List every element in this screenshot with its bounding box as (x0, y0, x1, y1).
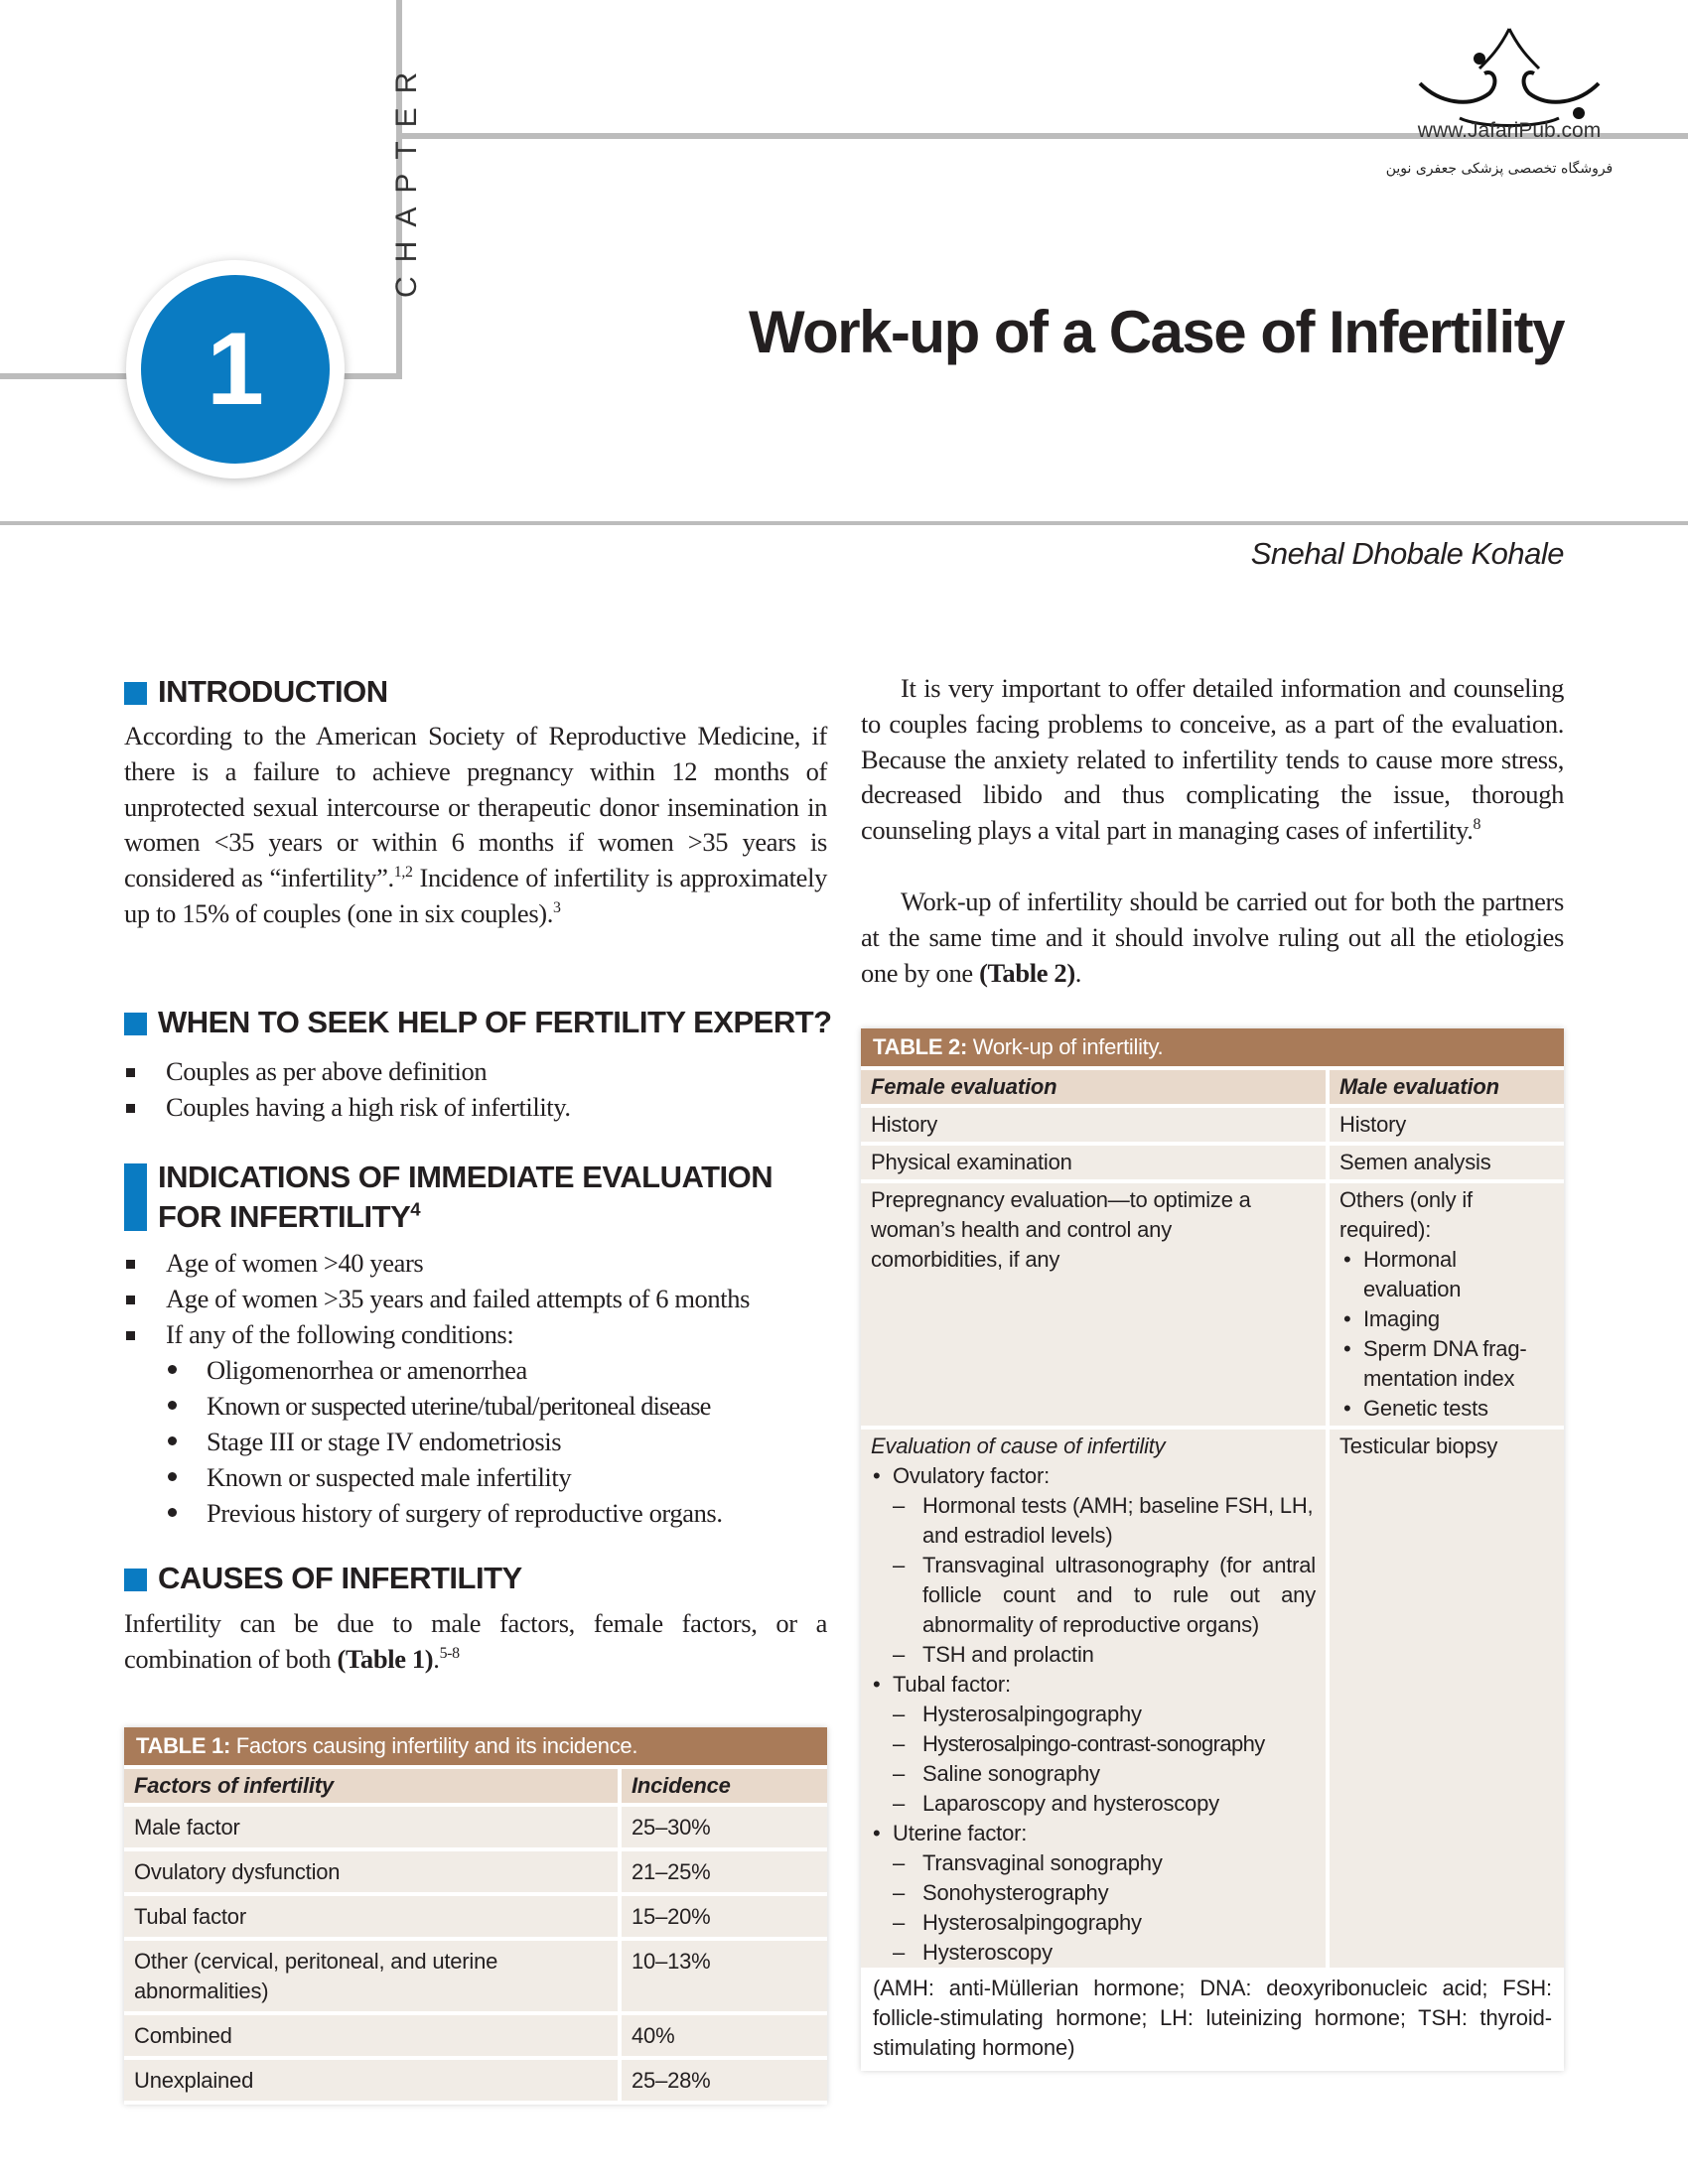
list-item: • Genetic tests (1339, 1394, 1554, 1424)
table-2 (861, 1028, 1564, 2071)
table-footnote: (AMH: anti-Müllerian hormone; DNA: deoxyribonucleic acid; FSH: follicle-stimulating hormone; LH: luteinizing hormone; TSH: thyroid-stimulating hormone) (873, 1976, 1552, 2060)
list-item: • Imaging (1339, 1304, 1554, 1334)
sub-list-item: – TSH and prolactin (871, 1640, 1316, 1670)
table-cell: Evaluation of cause of infertility • Ovulatory factor: – Hormonal tests (AMH; baseline FSH, LH, and estradiol levels) – Transvaginal ultrasonography (for antral follicle count and to rule out any abnormality of reproductive organs) – TSH and prolactin • Tubal factor: – Hysterosalpingography – Hysterosalpingo-contrast-sonography – Saline sonography – Laparoscopy and hysteroscopy • Uterine factor: – Transvaginal sonography – Sonohysterography – Hysterosalpingography – Hysteroscopy (861, 1430, 1326, 1968)
table-caption: TABLE 2: Work-up of infertility. (861, 1028, 1564, 1066)
sub-list-item: – Hormonal tests (AMH; baseline FSH, LH, and estradiol levels) (871, 1491, 1316, 1551)
citation: 5-8 (439, 1644, 460, 1662)
list-item: If any of the following conditions: (124, 1316, 750, 1352)
workup-paragraph: Work-up of infertility should be carried out for both the partners at the same time and it should involve ruling out all the etiologies one by one (Table 2). (861, 887, 1564, 988)
chapter-number-badge: 1 (141, 275, 330, 464)
sub-list-item: Known or suspected uterine/tubal/peritoneal disease (124, 1388, 750, 1424)
table-cell: Ovulatory dysfunction (124, 1851, 618, 1892)
section-marker-icon (124, 682, 147, 705)
section-marker-icon (124, 1163, 147, 1231)
table-header-row (124, 1769, 827, 1803)
chapter-label: CHAPTER (390, 58, 423, 298)
evaluation-list (871, 1461, 1316, 1968)
table-row (861, 1430, 1564, 1968)
sub-list-item: Previous history of surgery of reproductive organs. (124, 1495, 750, 1531)
table-cell: Unexplained (124, 2060, 618, 2101)
table-cell: 10–13% (622, 1941, 827, 2011)
table-row (124, 1896, 827, 1937)
section-heading-causes: CAUSES OF INFERTILITY (124, 1559, 839, 1598)
table-cell: History (861, 1108, 1326, 1142)
sub-list-item: – Hysterosalpingography (871, 1908, 1316, 1938)
sub-list-item: – Hysterosalpingography (871, 1700, 1316, 1729)
table-cell: 25–30% (622, 1807, 827, 1847)
sub-list-item: – Sonohysterography (871, 1878, 1316, 1908)
table-cell: Prepregnancy evaluation—to optimize a woman’s health and control any comorbidities, if any (861, 1183, 1326, 1426)
male-others-list (1339, 1245, 1554, 1424)
column-header: Female evaluation (861, 1070, 1326, 1104)
table-cell: Male factor (124, 1807, 618, 1847)
publisher-logo-icon (1400, 24, 1618, 133)
section-heading-introduction: INTRODUCTION (124, 672, 839, 712)
chapter-title: Work-up of a Case of Infertility (749, 299, 1564, 365)
sub-list-item: – Transvaginal sonography (871, 1848, 1316, 1878)
sub-list-item: Stage III or stage IV endometriosis (124, 1424, 750, 1459)
table-reference-link[interactable]: (Table 1) (337, 1643, 434, 1674)
sub-list-item: – Saline sonography (871, 1759, 1316, 1789)
section-marker-icon (124, 1013, 147, 1035)
table-cell: Semen analysis (1330, 1146, 1564, 1179)
table-cell: Testicular biopsy (1330, 1430, 1564, 1968)
sub-list-item: Oligomenorrhea or amenorrhea (124, 1352, 750, 1388)
table-row (124, 1851, 827, 1892)
table-cell: Others (only if required): • Hormonal evaluation • Imaging • Sperm DNA frag-mentation index • Genetic tests (1330, 1183, 1564, 1426)
sub-list-item: – Hysteroscopy (871, 1938, 1316, 1968)
table-row (124, 1807, 827, 1847)
sub-list-item: – Hysterosalpingo-contrast-sonography (871, 1729, 1316, 1759)
table-row (861, 1108, 1564, 1142)
citation: 3 (553, 899, 561, 917)
table-cell: 15–20% (622, 1896, 827, 1937)
table-cell: 25–28% (622, 2060, 827, 2101)
publisher-url: www.JafariPub.com (1417, 119, 1602, 142)
table-1 (124, 1727, 827, 2105)
table-row (124, 2015, 827, 2056)
author-name: Snehal Dhobale Kohale (1250, 536, 1564, 571)
table-row (861, 1183, 1564, 1426)
list-item: • Tubal factor: (871, 1670, 1316, 1700)
table-row (124, 1941, 827, 2011)
table-cell: History (1330, 1108, 1564, 1142)
citation: 8 (1473, 816, 1481, 834)
citation: 1,2 (393, 864, 413, 882)
table-cell: Tubal factor (124, 1896, 618, 1937)
list-item: Age of women >35 years and failed attempts of 6 months (124, 1281, 750, 1316)
introduction-paragraph: According to the American Society of Reproductive Medicine, if there is a failure to achieve pregnancy within 12 months of unprotected sexual intercourse or therapeutic donor insemination in women <35 years or within 6 months if women >35 years is considered as “infertility”.$^{1,2}$ Incidence of infertility is approximately up to 15% of couples (one in six couples).$^3$ (124, 721, 827, 928)
table-reference-link[interactable]: (Table 2) (979, 957, 1075, 988)
list-item: • Ovulatory factor: (871, 1461, 1316, 1491)
column-header: Factors of infertility (124, 1769, 618, 1803)
column-header: Incidence (622, 1769, 827, 1803)
sub-list-item: – Laparoscopy and hysteroscopy (871, 1789, 1316, 1819)
publisher-tagline: فروشگاه تخصصی پزشکی جعفری نوین (1385, 161, 1614, 177)
sub-list-item: – Transvaginal ultrasonography (for antral follicle count and to rule out any abnormality of reproductive organs) (871, 1551, 1316, 1640)
title-divider-rule (0, 521, 1688, 525)
table-cell: 40% (622, 2015, 827, 2056)
sub-list-item: Known or suspected male infertility (124, 1459, 750, 1495)
section-heading-when-to-seek-help: WHEN TO SEEK HELP OF FERTILITY EXPERT? (124, 1003, 839, 1042)
table-cell: 21–25% (622, 1851, 827, 1892)
list-item: Age of women >40 years (124, 1245, 750, 1281)
table-caption: TABLE 1: Factors causing infertility and its incidence. (124, 1727, 827, 1765)
counseling-paragraph: It is very important to offer detailed information and counseling to couples facing problems to conceive, as a part of the evaluation. Because the anxiety related to infertility tends to cause more stress, decreased libido and thus complicating the issue, thorough counseling plays a vital part in managing cases of infertility.$^8$ (861, 673, 1564, 846)
table-row (861, 1146, 1564, 1179)
list-item: Couples having a high risk of infertility. (124, 1089, 571, 1125)
list-item: • Hormonal evaluation (1339, 1245, 1554, 1304)
column-header: Male evaluation (1330, 1070, 1564, 1104)
list-item: • Sperm DNA frag-mentation index (1339, 1334, 1554, 1394)
seek-help-list (124, 1053, 571, 1125)
table-header-row (861, 1070, 1564, 1104)
causes-paragraph: Infertility can be due to male factors, female factors, or a combination of both (Table 1).$^{5-8}$ (124, 1608, 827, 1674)
list-item: • Uterine factor: (871, 1819, 1316, 1848)
table-cell: Other (cervical, peritoneal, and uterine abnormalities) (124, 1941, 618, 2011)
table-cell: Physical examination (861, 1146, 1326, 1179)
section-marker-icon (124, 1569, 147, 1591)
indications-list (124, 1245, 750, 1531)
citation: 4 (410, 1198, 421, 1220)
list-item: Couples as per above definition (124, 1053, 571, 1089)
section-heading-indications: INDICATIONS OF IMMEDIATE EVALUATION FOR INFERTILITY$^4$ (124, 1158, 839, 1237)
table-row (124, 2060, 827, 2101)
table-cell: Combined (124, 2015, 618, 2056)
